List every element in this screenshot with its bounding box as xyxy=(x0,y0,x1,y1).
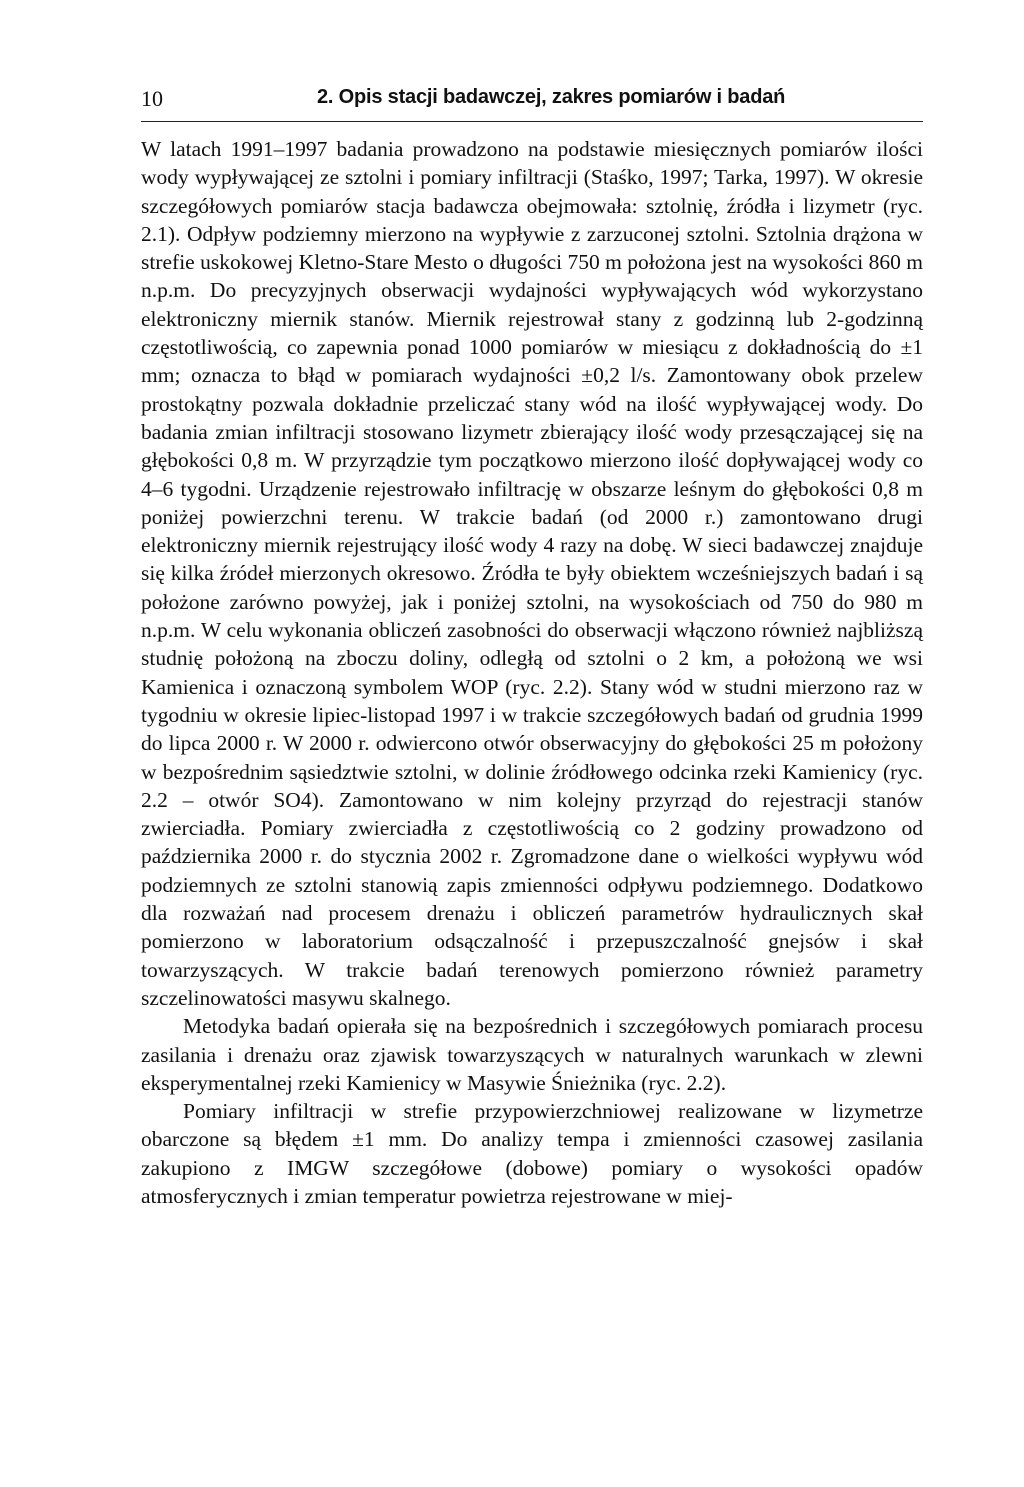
body-text xyxy=(141,135,923,1210)
running-title: 2. Opis stacji badawczej, zakres pomiarów i badań xyxy=(317,86,786,108)
page-number: 10 xyxy=(141,86,163,111)
paragraph-1: W latach 1991–1997 badania prowadzono na podstawie miesięcznych pomiarów ilości wody wypływającej ze sztolni i pomiary infiltracji (Staśko, 1997; Tarka, 1997). W okresie szczegółowych pomiarów stacja badawcza obejmowała: sztolnię, źródła i lizymetr (ryc. 2.1). Odpływ podziemny mierzono na wypływie z zarzuconej sztolni. Sztolnia drążona w strefie uskokowej Kletno-Stare Mesto o długości 750 m położona jest na wysokości 860 m n.p.m. Do precyzyjnych obserwacji wydajności wypływających wód wykorzystano elektroniczny miernik stanów. Miernik rejestrował stany z godzinną lub 2-godzinną częstotliwością, co zapewnia ponad 1000 pomiarów w miesiącu z dokładnością do ±1 mm; oznacza to błąd w pomiarach wydajności ±0,2 l/s. Zamontowany obok przelew prostokątny pozwala dokładnie przeliczać stany wód na ilość wypływającej wody. Do badania zmian infiltracji stosowano lizymetr zbierający ilość wody przesączającej się na głębokości 0,8 m. W przyrządzie tym początkowo mierzono ilość dopływającej wody co 4–6 tygodni. Urządzenie rejestrowało infiltrację w obszarze leśnym do głębokości 0,8 m poniżej powierzchni terenu. W trakcie badań (od 2000 r.) zamontowano drugi elektroniczny miernik rejestrujący ilość wody 4 razy na dobę. W sieci badawczej znajduje się kilka źródeł mierzonych okresowo. Źródła te były obiektem wcześniejszych badań i są położone zarówno powyżej, jak i poniżej sztolni, na wysokościach od 750 do 980 m n.p.m. W celu wykonania obliczeń zasobności do obserwacji włączono również najbliższą studnię położoną na zboczu doliny, odległą od sztolni o 2 km, a położoną we wsi Kamienica i oznaczoną symbolem WOP (ryc. 2.2). Stany wód w studni mierzono raz w tygodniu w okresie lipiec-listopad 1997 i w trakcie szczegółowych badań od grudnia 1999 do lipca 2000 r. W 2000 r. odwiercono otwór obserwacyjny do głębokości 25 m położony w bezpośrednim sąsiedztwie sztolni, w dolinie źródłowego odcinka rzeki Kamienicy (ryc. 2.2 – otwór SO4). Zamontowano w nim kolejny przyrząd do rejestracji stanów zwierciadła. Pomiary zwierciadła z częstotliwością co 2 godziny prowadzono od października 2000 r. do stycznia 2002 r. Zgromadzone dane o wielkości wypływu wód podziemnych ze sztolni stanowią zapis zmienności odpływu podziemnego. Dodatkowo dla rozważań nad procesem drenażu i obliczeń parametrów hydraulicznych skał pomierzono w laboratorium odsączalność i przepuszczalność gnejsów i skał towarzyszących. W trakcie badań terenowych pomierzono również parametry szczelinowatości masywu skalnego. xyxy=(141,137,923,1010)
paragraph-3: Pomiary infiltracji w strefie przypowierzchniowej realizowane w lizymetrze obarczone są błędem ±1 mm. Do analizy tempa i zmienności czasowej zasilania zakupiono z IMGW szczegółowe (dobowe) pomiary o wysokości opadów atmosferycznych i zmian temperatur powietrza rejestrowane w miej- xyxy=(141,1099,923,1208)
header-rule xyxy=(141,121,923,122)
page-header xyxy=(141,86,923,116)
paragraph-2: Metodyka badań opierała się na bezpośrednich i szczegółowych pomiarach procesu zasilania i drenażu oraz zjawisk towarzyszących w naturalnych warunkach w zlewni eksperymentalnej rzeki Kamienicy w Masywie Śnieżnika (ryc. 2.2). xyxy=(141,1014,923,1095)
